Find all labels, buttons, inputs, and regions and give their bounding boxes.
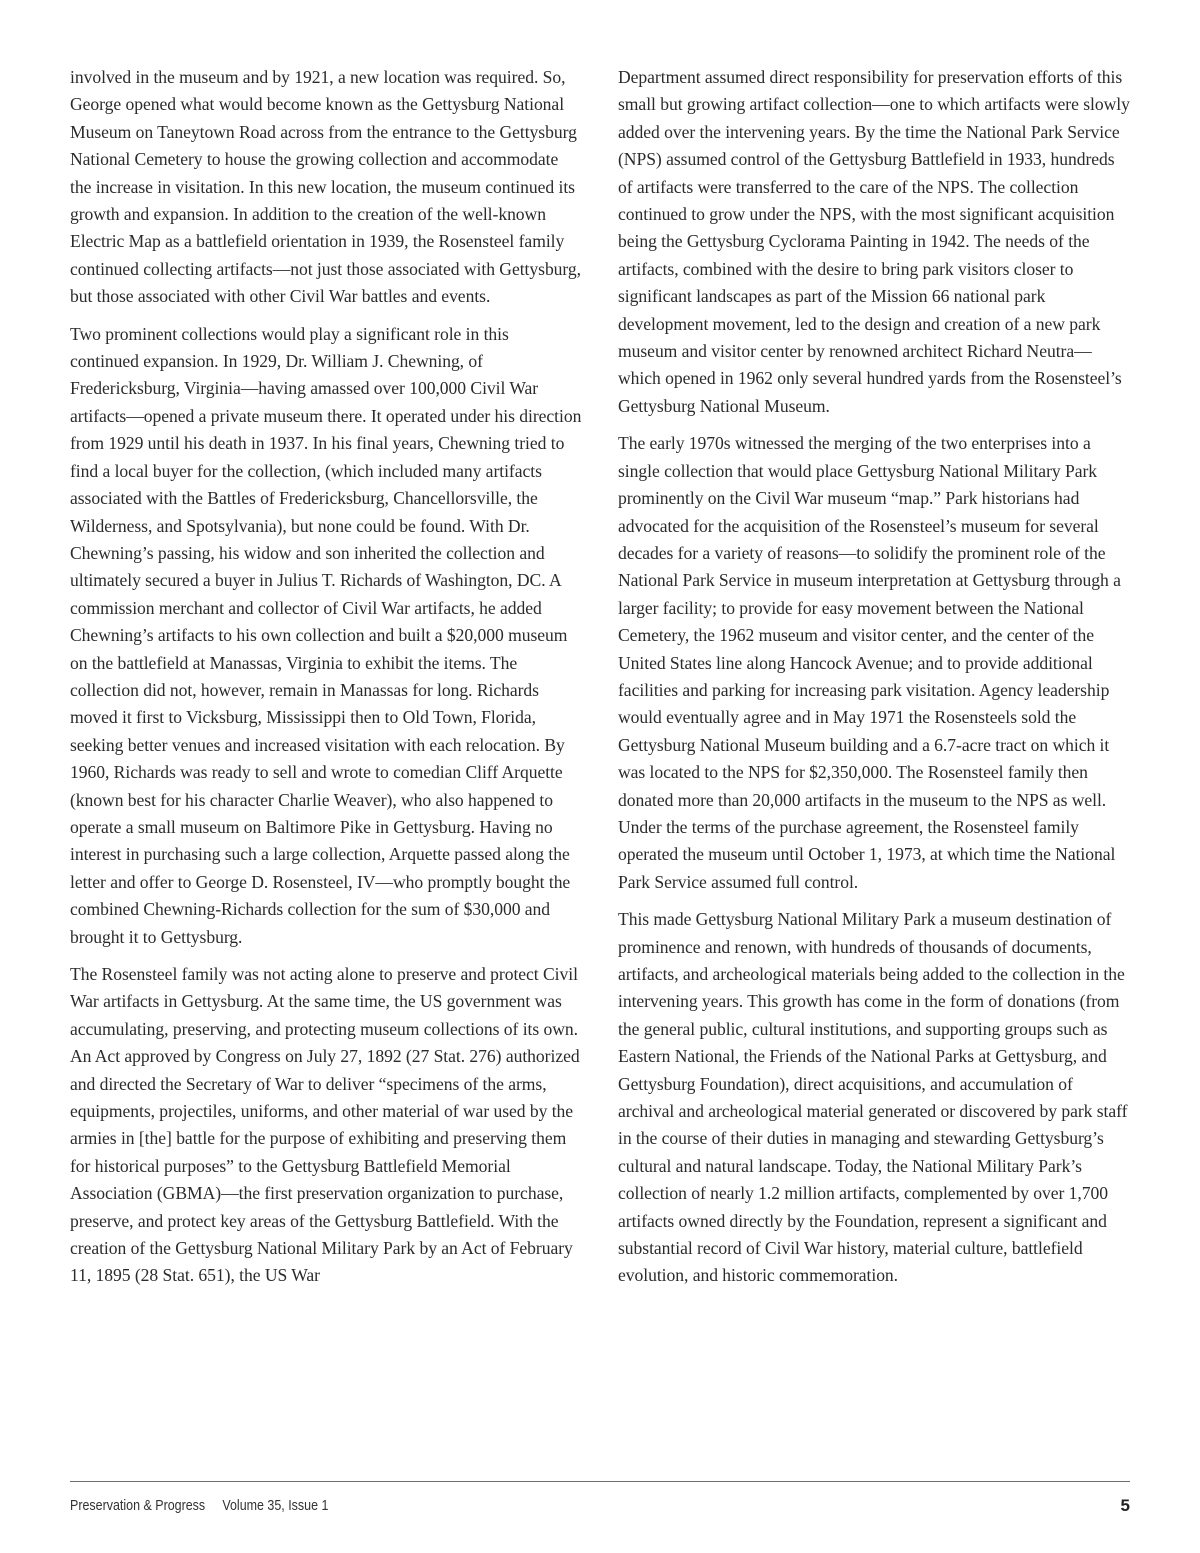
- left-column: [70, 64, 582, 1300]
- page-number: 5: [1120, 1496, 1130, 1515]
- body-paragraph: This made Gettysburg National Military Park a museum destination of prominence and renown, with hundreds of thousands of documents, artifacts, and archeological materials being added to the collection in the intervening years. This growth has come in the form of donations (from the general public, cultural institutions, and supporting groups such as Eastern National, the Friends of the National Parks at Gettysburg, and Gettysburg Foundation), direct acquisitions, and accumulation of archival and archeological material generated or discovered by park staff in the course of their duties in managing and stewarding Gettysburg’s cultural and natural landscape. Today, the National Military Park’s collection of nearly 1.2 million artifacts, complemented by over 1,700 artifacts owned directly by the Foundation, represent a significant and substantial record of Civil War history, material culture, battlefield evolution, and historic commemoration.: [618, 909, 1128, 1286]
- issue-label: Volume 35, Issue 1: [222, 1498, 329, 1514]
- body-paragraph: involved in the museum and by 1921, a new location was required. So, George opened what would become known as the Gettysburg National Museum on Taneytown Road across from the entrance to the Gettysburg National Cemetery to house the growing collection and accommodate the increase in visitation. In this new location, the museum continued its growth and expansion. In addition to the creation of the well-known Electric Map as a battlefield orientation in 1939, the Rosensteel family continued collecting artifacts—not just those associated with Gettysburg, but those associated with other Civil War battles and events.: [70, 67, 582, 307]
- publication-title: Preservation & Progress: [70, 1498, 206, 1514]
- body-paragraph: The Rosensteel family was not acting alone to preserve and protect Civil War artifacts in Gettysburg. At the same time, the US government was accumulating, preserving, and protecting museum collections of its own. An Act approved by Congress on July 27, 1892 (27 Stat. 276) authorized and directed the Secretary of War to deliver “specimens of the arms, equipments, projectiles, uniforms, and other material of war used by the armies in [the] battle for the purpose of exhibiting and preserving them for historical purposes” to the Gettysburg Battlefield Memorial Association (GBMA)—the first preservation organization to purchase, preserve, and protect key areas of the Gettysburg Battlefield. With the creation of the Gettysburg National Military Park by an Act of February 11, 1895 (28 Stat. 651), the US War: [70, 964, 580, 1286]
- footer-divider: [70, 1481, 1130, 1482]
- footer-publication-info: [70, 1498, 328, 1514]
- right-column: [618, 64, 1130, 1300]
- body-paragraph: Two prominent collections would play a significant role in this continued expansion. In 1929, Dr. William J. Chewning, of Fredericksburg, Virginia—having amassed over 100,000 Civil War artifacts—opened a private museum there. It operated under his direction from 1929 until his death in 1937. In his final years, Chewning tried to find a local buyer for the collection, (which included many artifacts associated with the Battles of Fredericksburg, Chancellorsville, the Wilderness, and Spotsylvania), but none could be found. With Dr. Chewning’s passing, his widow and son inherited the collection and ultimately secured a buyer in Julius T. Richards of Washington, DC. A commission merchant and collector of Civil War artifacts, he added Chewning’s artifacts to his own collection and built a $20,000 museum on the battlefield at Manassas, Virginia to exhibit the items. The collection did not, however, remain in Manassas for long. Richards moved it first to Vicksburg, Mississippi then to Old Town, Florida, seeking better venues and increased visitation with each relocation. By 1960, Richards was ready to sell and wrote to comedian Cliff Arquette (known best for his character Charlie Weaver), who also happened to operate a small museum on Baltimore Pike in Gettysburg. Having no interest in purchasing such a large collection, Arquette passed along the letter and offer to George D. Rosensteel, IV—who promptly bought the combined Chewning-Richards collection for the sum of $30,000 and brought it to Gettysburg.: [70, 323, 582, 947]
- body-paragraph: The early 1970s witnessed the merging of the two enterprises into a single collection that would place Gettysburg National Military Park prominently on the Civil War museum “map.” Park historians had advocated for the acquisition of the Rosensteel’s museum for several decades for a variety of reasons—to solidify the prominent role of the National Park Service in museum interpretation at Gettysburg through a larger facility; to provide for easy movement between the National Cemetery, the 1962 museum and visitor center, and the center of the United States line along Hancock Avenue; and to provide additional facilities and parking for increasing park visitation. Agency leadership would eventually agree and in May 1971 the Rosensteels sold the Gettysburg National Museum building and a 6.7-acre tract on which it was located to the NPS for $2,350,000. The Rosensteel family then donated more than 20,000 artifacts in the museum to the NPS as well. Under the terms of the purchase agreement, the Rosensteel family operated the museum until October 1, 1973, at which time the National Park Service assumed full control.: [618, 433, 1121, 892]
- body-paragraph: Department assumed direct responsibility for preservation efforts of this small but growing artifact collection—one to which artifacts were slowly added over the intervening years. By the time the National Park Service (NPS) assumed control of the Gettysburg Battlefield in 1933, hundreds of artifacts were transferred to the care of the NPS. The collection continued to grow under the NPS, with the most significant acquisition being the Gettysburg Cyclorama Painting in 1942. The needs of the artifacts, combined with the desire to bring park visitors closer to significant landscapes as part of the Mission 66 national park development movement, led to the design and creation of a new park museum and visitor center by renowned architect Richard Neutra—which opened in 1962 only several hundred yards from the Rosensteel’s Gettysburg National Museum.: [618, 67, 1130, 416]
